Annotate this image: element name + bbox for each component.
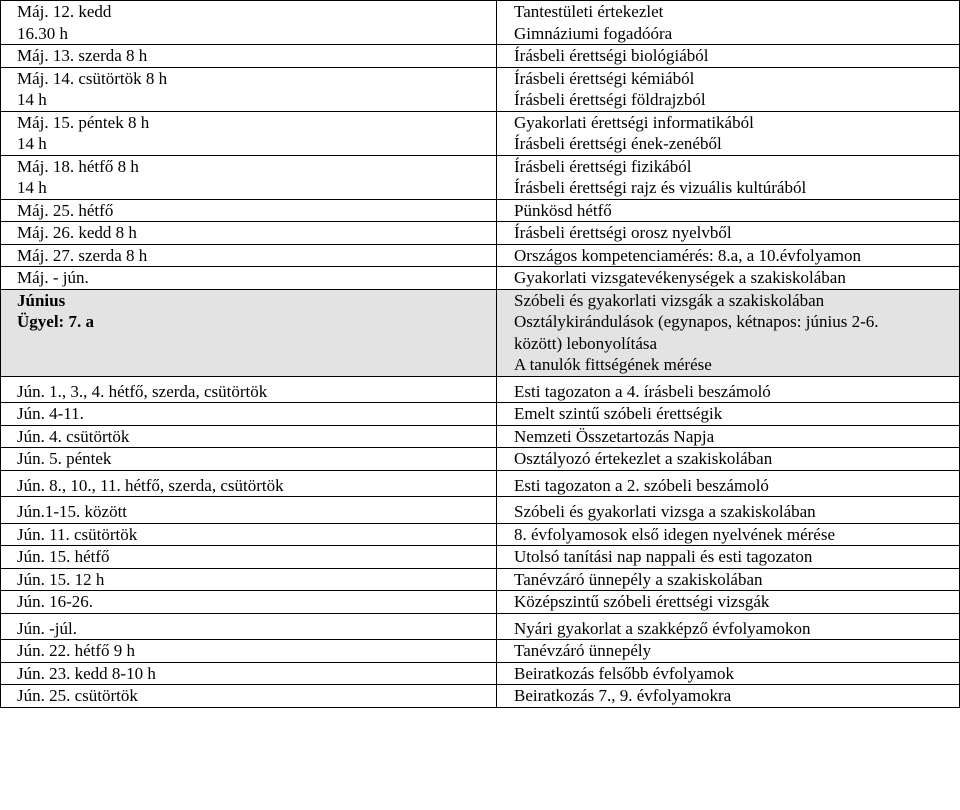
date-text: Máj. 12. kedd (17, 2, 112, 21)
event-cell (497, 425, 960, 448)
date-cell (1, 523, 497, 546)
event-text: Szóbeli és gyakorlati vizsgák a szakiskolában (514, 290, 825, 310)
schedule-row (1, 470, 960, 497)
event-text: Írásbeli érettségi földrajzból (514, 90, 706, 109)
event-cell (497, 67, 960, 111)
event-text: Nemzeti Összetartozás Napja (514, 426, 715, 446)
schedule-row (1, 546, 960, 569)
date-text: Jún. 8., 10., 11. hétfő, szerda, csütörtök (17, 475, 284, 495)
event-text: Beiratkozás 7., 9. évfolyamokra (514, 686, 732, 705)
schedule-row (1, 685, 960, 708)
event-text: A tanulók fittségének mérése (514, 355, 712, 374)
event-cell (497, 222, 960, 245)
event-text: Írásbeli érettségi orosz nyelvből (514, 223, 732, 242)
schedule-row (1, 403, 960, 426)
date-cell (1, 685, 497, 708)
date-text: Június (17, 290, 66, 310)
event-text: Tanévzáró ünnepély (514, 641, 652, 660)
schedule-row (1, 662, 960, 685)
schedule-row (1, 244, 960, 267)
date-text: Máj. - jún. (17, 268, 89, 287)
date-cell (1, 546, 497, 569)
date-cell (1, 199, 497, 222)
schedule-row (1, 289, 960, 376)
event-text: Utolsó tanítási nap nappali és esti tagozaton (514, 547, 813, 566)
schedule-row (1, 67, 960, 111)
date-text: Ügyel: 7. a (17, 312, 94, 331)
date-text: Máj. 14. csütörtök 8 h (17, 68, 168, 88)
date-text: Jún. 5. péntek (17, 449, 112, 468)
event-text: Tanévzáró ünnepély a szakiskolában (514, 569, 763, 589)
event-cell (497, 45, 960, 68)
schedule-row (1, 497, 960, 524)
event-cell (497, 568, 960, 591)
date-cell (1, 67, 497, 111)
date-text: Jún.1-15. között (17, 502, 128, 521)
event-text: Osztálykirándulások (egynapos, kétnapos: június 2-6. (514, 312, 879, 331)
event-cell (497, 448, 960, 471)
event-cell (497, 403, 960, 426)
date-text: Jún. 4. csütörtök (17, 426, 130, 446)
event-cell (497, 613, 960, 640)
schedule-body (1, 1, 960, 708)
date-text: Máj. 18. hétfő 8 h (17, 156, 139, 176)
date-cell (1, 640, 497, 663)
date-cell (1, 45, 497, 68)
date-text: Máj. 13. szerda 8 h (17, 46, 148, 65)
date-cell (1, 244, 497, 267)
event-cell (497, 591, 960, 614)
date-text: 14 h (17, 134, 47, 153)
date-text: Jún. 25. csütörtök (17, 686, 138, 705)
schedule-row (1, 376, 960, 403)
event-text: 8. évfolyamosok első idegen nyelvének mérése (514, 524, 836, 544)
event-text: Írásbeli érettségi rajz és vizuális kultúrából (514, 178, 807, 197)
schedule-row (1, 640, 960, 663)
date-cell (1, 403, 497, 426)
date-text: 14 h (17, 178, 47, 197)
date-cell (1, 376, 497, 403)
date-text: Jún. 1., 3., 4. hétfő, szerda, csütörtök (17, 381, 268, 401)
date-cell (1, 425, 497, 448)
date-text: Jún. 4-11. (17, 404, 84, 423)
schedule-row (1, 425, 960, 448)
date-text: Máj. 26. kedd 8 h (17, 223, 137, 242)
schedule-row (1, 568, 960, 591)
date-cell (1, 448, 497, 471)
event-cell (497, 155, 960, 199)
schedule-row (1, 45, 960, 68)
date-text: Máj. 15. péntek 8 h (17, 112, 150, 132)
event-cell (497, 685, 960, 708)
event-cell (497, 244, 960, 267)
schedule-row (1, 111, 960, 155)
event-cell (497, 111, 960, 155)
event-cell (497, 497, 960, 524)
event-cell (497, 267, 960, 290)
schedule-row (1, 155, 960, 199)
event-text: Tantestületi értekezlet (514, 2, 664, 21)
date-text: Máj. 27. szerda 8 h (17, 245, 148, 265)
event-cell (497, 199, 960, 222)
date-cell (1, 591, 497, 614)
date-cell (1, 222, 497, 245)
event-text: Esti tagozaton a 4. írásbeli beszámoló (514, 381, 771, 401)
event-cell (497, 546, 960, 569)
date-text: Máj. 25. hétfő (17, 200, 114, 220)
date-text: Jún. 23. kedd 8-10 h (17, 663, 156, 683)
event-cell (497, 376, 960, 403)
date-text: 14 h (17, 90, 47, 109)
date-cell (1, 155, 497, 199)
event-text: Írásbeli érettségi biológiából (514, 46, 709, 65)
event-text: Gimnáziumi fogadóóra (514, 23, 673, 43)
event-text: Emelt szintű szóbeli érettségik (514, 404, 723, 423)
event-cell (497, 1, 960, 45)
event-text: Szóbeli és gyakorlati vizsga a szakiskolában (514, 502, 816, 521)
date-cell (1, 111, 497, 155)
schedule-row (1, 523, 960, 546)
event-text: Írásbeli érettségi ének-zenéből (514, 134, 722, 153)
date-text: Jún. -júl. (17, 618, 77, 638)
event-text: Gyakorlati vizsgatevékenységek a szakiskolában (514, 268, 846, 287)
event-text: Esti tagozaton a 2. szóbeli beszámoló (514, 475, 769, 495)
schedule-row (1, 1, 960, 45)
date-text: Jún. 11. csütörtök (17, 524, 138, 544)
date-cell (1, 289, 497, 376)
date-cell (1, 470, 497, 497)
date-cell (1, 568, 497, 591)
date-cell (1, 1, 497, 45)
event-text: Beiratkozás felsőbb évfolyamok (514, 663, 734, 683)
event-text: Pünkösd hétfő (514, 200, 612, 220)
schedule-row (1, 199, 960, 222)
date-text: Jún. 15. 12 h (17, 569, 105, 589)
event-cell (497, 523, 960, 546)
event-text: között) lebonyolítása (514, 333, 658, 353)
event-text: Írásbeli érettségi fizikából (514, 156, 692, 176)
date-text: Jún. 22. hétfő 9 h (17, 641, 136, 660)
event-text: Országos kompetenciamérés: 8.a, a 10.évfolyamon (514, 245, 861, 265)
event-text: Nyári gyakorlat a szakképző évfolyamokon (514, 618, 811, 638)
schedule-row (1, 613, 960, 640)
schedule-row (1, 267, 960, 290)
event-cell (497, 640, 960, 663)
event-text: Írásbeli érettségi kémiából (514, 68, 695, 88)
date-text: 16.30 h (17, 23, 68, 43)
schedule-row (1, 448, 960, 471)
date-cell (1, 613, 497, 640)
date-text: Jún. 16-26. (17, 592, 94, 611)
event-cell (497, 470, 960, 497)
event-text: Gyakorlati érettségi informatikából (514, 112, 754, 132)
event-cell (497, 662, 960, 685)
event-cell (497, 289, 960, 376)
date-cell (1, 497, 497, 524)
date-text: Jún. 15. hétfő (17, 547, 110, 566)
event-text: Középszintű szóbeli érettségi vizsgák (514, 592, 770, 611)
schedule-row (1, 222, 960, 245)
schedule-row (1, 591, 960, 614)
date-cell (1, 662, 497, 685)
event-text: Osztályozó értekezlet a szakiskolában (514, 449, 773, 468)
date-cell (1, 267, 497, 290)
